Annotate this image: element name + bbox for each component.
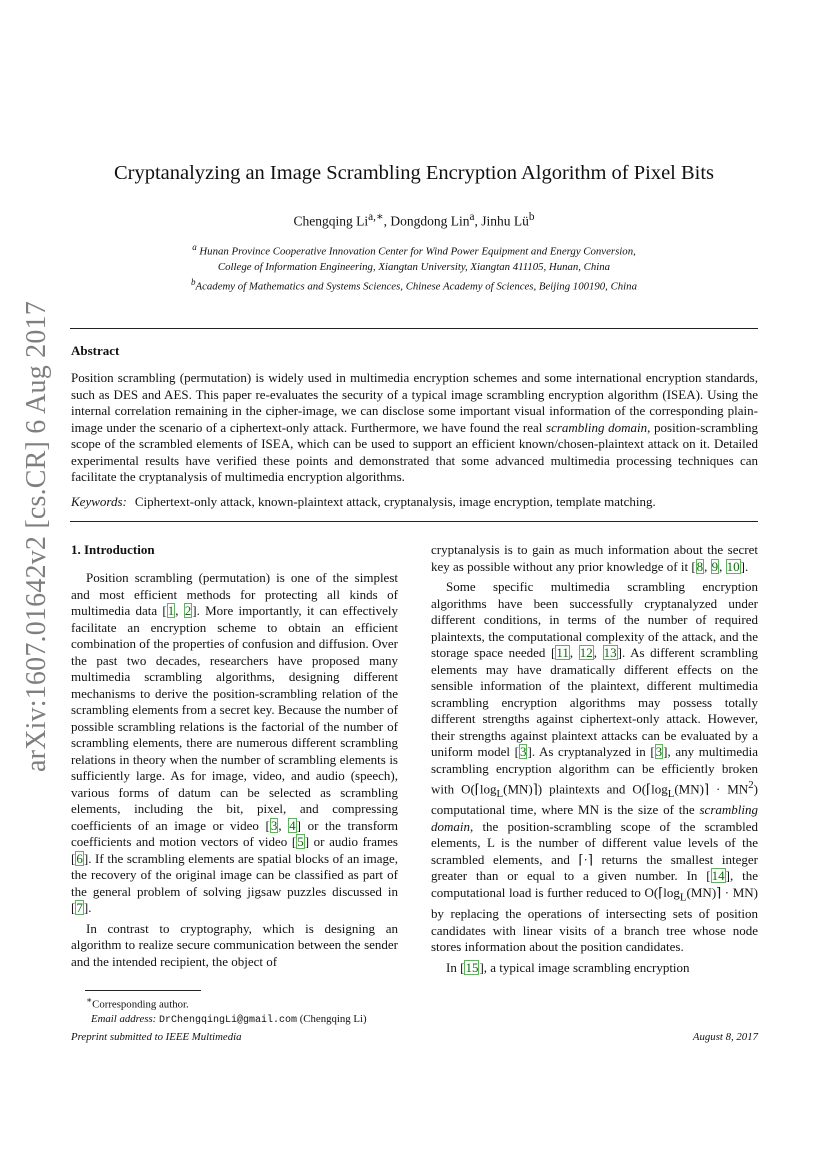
abstract-text: [71, 370, 758, 486]
text: cryptanalysis is to gain as much information about the secret key as possible without any prior knowledge of it: [431, 542, 758, 574]
paragraph: Some specific multimedia scrambling encryption algorithms have been successfully cryptanalyzed under different conditions, in terms of the number of required plaintexts, the computational complexity of the attack, and the storage space needed [11, 12, 13]. As different scrambling elements may have dramatically different effects on the sensible information of the plaintext, different multimedia scrambling encryption algorithms may possess totally different strengths against ciphertext-only attack. However, their strengths against plaintext attacks can be evaluated by a uniform model [3]. As cryptanalyzed in [3], any multimedia scrambling encryption algorithm can be efficiently broken with $O(⌈\log_L(MN)⌉)$ plaintexts and $O(⌈\log_L(MN)⌉ \cdot MN^2)$ computational time, where MN is the size of the scrambling domain, the position-scrambling scope of the scrambled elements, L is the number of different value levels of the scrambled elements, and ⌈·⌉ returns the smallest integer greater than or equal to a given number. In [14], the computational load is further reduced to $O(⌈\log_L(MN)⌉ \cdot MN)$ by replacing the operations of intersecting sets of position candidates with linear visits of a branch tree whose node stores information about the position candidates.: [431, 579, 759, 955]
citation-link[interactable]: 2: [184, 603, 192, 618]
keywords-text: Ciphertext-only attack, known-plaintext attack, cryptanalysis, image encryption, template matching.: [134, 494, 656, 509]
author-name: Chengqing Li: [293, 213, 369, 229]
citation-link[interactable]: 6: [76, 850, 83, 866]
author-name: , Jinhu Lü: [474, 213, 529, 229]
author-affiliation-mark: b: [528, 211, 535, 223]
footnote: [71, 993, 401, 1028]
text: In: [446, 959, 461, 975]
citation-link[interactable]: 14: [711, 868, 725, 884]
text: or audio frames: [309, 834, 398, 849]
affiliation-b: [0, 275, 828, 295]
superscript: 2: [748, 779, 754, 791]
text: Position scrambling (permutation) is one of the simplest and most efficient methods for protecting all kinds of multimedia data: [71, 570, 398, 618]
text: , the position-scrambling scope of the scrambled elements, L is the number of different value levels of the scrambled elements, and ⌈·⌉ returns the smallest integer greater than or equal to a given number. In: [431, 818, 758, 884]
text: Some specific multimedia scrambling encryption algorithms have been successfully cryptanalyzed under different conditions, in terms of the number of required plaintexts, the computational complexity of the attack, and the storage space needed: [431, 579, 758, 660]
footnote-corresponding: [71, 993, 401, 1012]
affiliation-a-line2: College of Information Engineering, Xiangtan University, Xiangtan 411105, Hunan, China: [217, 260, 611, 273]
text: . If the scrambling elements are spatial blocks of an image, the recovery of the original image can be classified as part of the general problem of solving jigsaw puzzles discussed in: [71, 850, 398, 899]
abstract-bottom-rule: [70, 521, 758, 522]
text: or the transform coefficients and motion vectors of video: [71, 817, 398, 849]
footnote-mark: ∗: [86, 995, 93, 1005]
subscript: L: [667, 787, 675, 800]
citation-link[interactable]: 7: [76, 900, 83, 915]
text: .: [745, 558, 749, 574]
text: . More importantly, it can effectively facilitate an encryption scheme to obtain an efficient combination of the properties of confusion and diffusion. Over the past two decades, researchers have proposed many multimedia scrambling algorithms, designing different mechanisms to derive the position-scrambling relation of the scrambling elements from a secret key. Because the number of possible scrambling relations is the factorial of the number of scrambling elements, there are numerous different scrambling relations in theory when the number of scrambling elements is sufficiently large. As for image, video, and audio (speech), various forms of datum can be selected as scrambling elements, including the bit, pixel, and compressing coefficients of an image or video: [71, 603, 398, 833]
abstract-segment: , position-scrambling scope of the scrambled elements of ISEA, which can be used to support an efficient known/chosen-plaintext attack on it. Detailed experimental results have verified these points and demonstrated that some advanced multimedia processing techniques can facilitate the cryptanalysis of multimedia encryption algorithms.: [71, 419, 759, 484]
footnote-email: [71, 1012, 401, 1028]
citation-link[interactable]: 12: [579, 645, 593, 660]
date: August 8, 2017: [692, 1031, 758, 1043]
citation-link[interactable]: 15: [465, 959, 479, 975]
abstract-emphasis: scrambling domain: [546, 419, 648, 435]
text: (MN)⌉ · MN: [674, 781, 749, 797]
citation-link[interactable]: 3: [655, 744, 663, 759]
footnote-rule: [85, 990, 201, 991]
text: , a typical image scrambling encryption: [483, 959, 690, 975]
affiliation-text: Academy of Mathematics and Systems Sciences, Chinese Academy of Sciences, Beijing 100190, China: [195, 280, 637, 293]
subscript: L: [679, 891, 687, 904]
paragraph: In [15], a typical image scrambling encryption: [446, 959, 690, 975]
affiliation-a: [0, 240, 828, 260]
left-column: [71, 570, 398, 970]
text: ) computational time, where MN is the size of the: [431, 781, 758, 818]
section-heading: 1. Introduction: [71, 542, 155, 557]
keywords-label: Keywords:: [71, 494, 127, 509]
emphasis: scrambling domain: [431, 802, 758, 834]
paragraph: Position scrambling (permutation) is one of the simplest and most efficient methods for protecting all kinds of multimedia data [1, 2]. More importantly, it can effectively facilitate an encryption scheme to obtain an efficient combination of the properties of confusion and diffusion. Over the past two decades, researchers have proposed many multimedia scrambling algorithms, designing different mechanisms to derive the position-scrambling relation of the scrambling elements from a secret key. Because the number of possible scrambling relations is the factorial of the number of scrambling elements, there are numerous different scrambling relations in theory when the number of scrambling elements is sufficiently large. As for image, video, and audio (speech), various forms of datum can be selected as scrambling elements, including the bit, pixel, and compressing coefficients of an image or video [3, 4] or the transform coefficients and motion vectors of video [5] or audio frames [6]. If the scrambling elements are spatial blocks of an image, the recovery of the original image can be classified as part of the general problem of solving jigsaw puzzles discussed in [7].: [71, 570, 398, 915]
citation-link[interactable]: 8: [696, 558, 704, 574]
paragraph: cryptanalysis is to gain as much information about the secret key as possible without any prior knowledge of it [8, 9, 10].: [431, 542, 758, 574]
right-column: [431, 542, 758, 976]
email-address-link[interactable]: DrChengqingLi@gmail.com: [158, 1014, 298, 1026]
abstract-segment: Position scrambling (permutation) is widely used in multimedia encryption schemes and some international encryption standards, such as DES and AES. This paper re-evaluates the security of a typical image scrambling encryption algorithm (ISEA). Using the internal correlation remaining in the cipher-image, we can disclose some important visual information of the corresponding plain-image under the scenario of a ciphertext-only attack. Furthermore, we have found the real: [71, 370, 758, 435]
citation-link[interactable]: 4: [289, 817, 296, 833]
paragraph: In contrast to cryptography, which is designing an algorithm to realize secure communication between the sender and the intended recipient, the object of: [71, 920, 398, 969]
citation-link[interactable]: 3: [270, 817, 278, 833]
footnote-text: Corresponding author.: [92, 998, 189, 1011]
citation-link[interactable]: 10: [726, 558, 740, 574]
citation-link[interactable]: 5: [297, 834, 304, 849]
paper-title: Cryptanalyzing an Image Scrambling Encryption Algorithm of Pixel Bits: [113, 162, 715, 184]
abstract-top-rule: [70, 328, 758, 329]
text: (MN)⌉) plaintexts and O(⌈log: [503, 781, 668, 797]
author-list: [0, 210, 828, 230]
subscript: L: [496, 787, 504, 800]
citation-link[interactable]: 3: [519, 744, 527, 759]
text: (MN)⌉ · MN) by replacing the operations of intersecting sets of position candidates with linear visits of a branch tree whose node stores information about the position candidates.: [431, 884, 758, 955]
text: . As cryptanalyzed in: [531, 744, 651, 759]
citation-link[interactable]: 9: [711, 558, 719, 574]
affiliation-mark: b: [191, 276, 196, 287]
keywords: [71, 494, 758, 510]
email-owner: (Chengqing Li): [297, 1012, 367, 1025]
email-label: Email address:: [91, 1012, 157, 1025]
citation-link[interactable]: 11: [556, 645, 569, 660]
affiliation-mark: a: [192, 242, 197, 252]
citation-link[interactable]: 1: [167, 603, 175, 618]
citation-link[interactable]: 13: [603, 645, 617, 660]
affiliations: [0, 240, 828, 294]
text: .: [88, 900, 92, 915]
author-affiliation-mark: a: [469, 211, 475, 223]
arxiv-identifier-stamp: arXiv:1607.01642v2 [cs.CR] 6 Aug 2017: [21, 301, 52, 772]
affiliation-text: Hunan Province Cooperative Innovation Center for Wind Power Equipment and Energy Conversion,: [196, 245, 636, 258]
author-affiliation-mark: a,∗: [368, 211, 384, 223]
text: , the computational load is further reduced to O(⌈log: [431, 868, 758, 900]
preprint-note: Preprint submitted to IEEE Multimedia: [71, 1031, 242, 1043]
text: , any multimedia scrambling encryption algorithm can be efficiently broken with O(⌈log: [431, 744, 758, 797]
text: . As different scrambling elements may have dramatically different effects on the sensible information of the plaintext, different multimedia scrambling encryption algorithms may possess totally different strengths against ciphertext-only attack. However, their strengths against plaintext attacks can be evaluated by a uniform model: [431, 645, 759, 759]
abstract-heading: Abstract: [71, 343, 120, 358]
author-name: , Dongdong Lin: [383, 213, 470, 229]
